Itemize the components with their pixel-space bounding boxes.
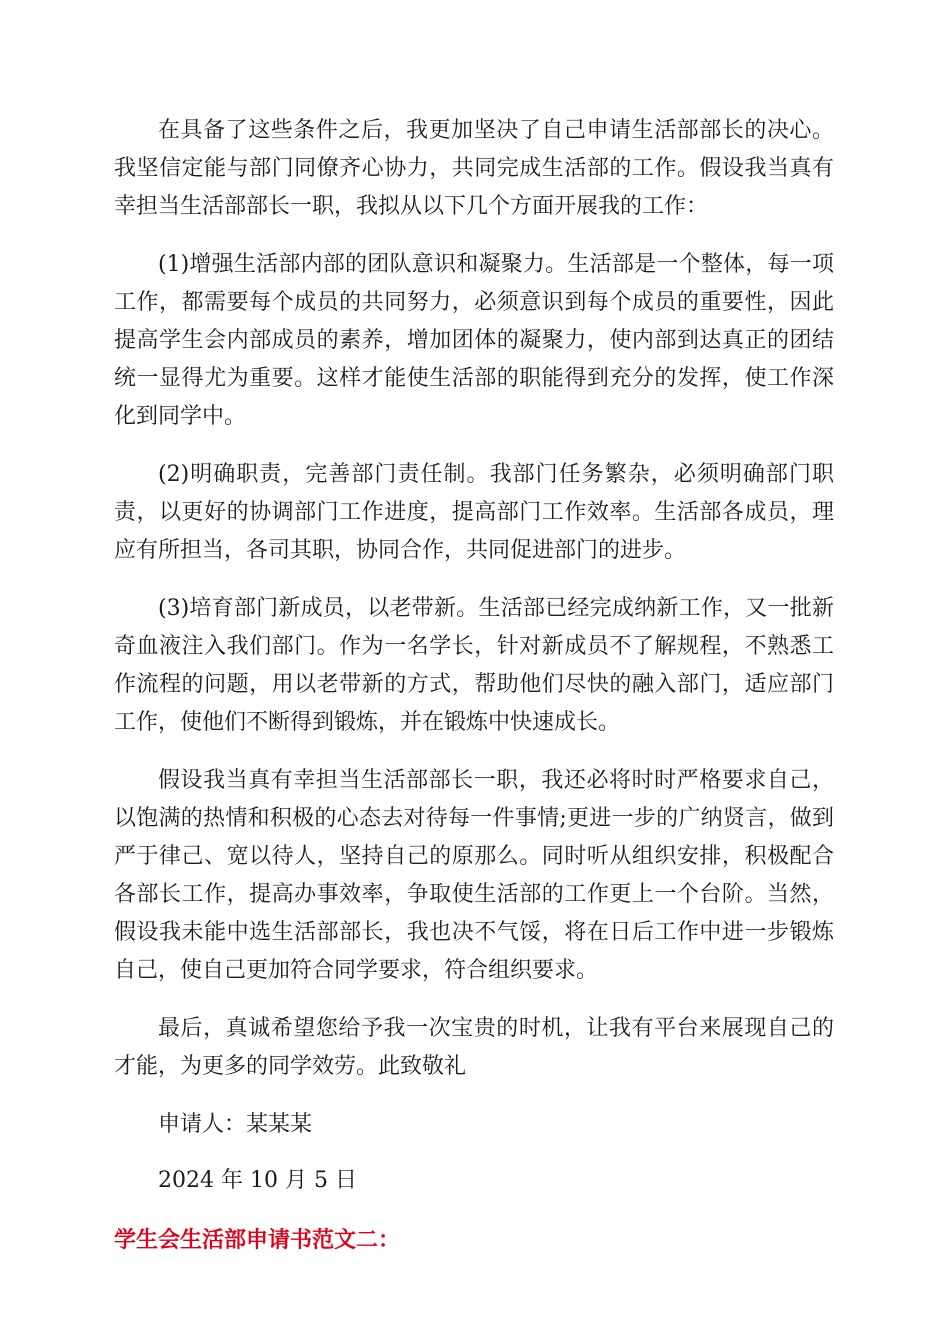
document-page — [114, 112, 834, 1260]
paragraph-commitment: 假设我当真有幸担当生活部部长一职，我还必将时时严格要求自己，以饱满的热情和积极的心态去对待每一件事情;更进一步的广纳贤言，做到严于律己、宽以待人，坚持自己的原那么。同时听从组织安排，积极配合各部长工作，提高办事效率，争取使生活部的工作更上一个台阶。当然，假设我未能中选生活部部长，我也决不气馁，将在日后工作中进一步锻炼自己，使自己更加符合同学要求，符合组织要求。 — [114, 768, 834, 983]
applicant-line: 申请人：某某某 — [158, 1112, 313, 1137]
paragraph-intro: 在具备了这些条件之后，我更加坚决了自己申请生活部部长的决心。我坚信定能与部门同僚齐心协力，共同完成生活部的工作。假设我当真有幸担当生活部部长一职，我拟从以下几个方面开展我的工作： — [114, 118, 834, 219]
section-heading: 学生会生活部申请书范文二： — [114, 1228, 401, 1253]
date-line: 2024 年 10 月 5 日 — [158, 1168, 357, 1193]
paragraph-point-1: (1)增强生活部内部的团队意识和凝聚力。生活部是一个整体，每一项工作，都需要每个成员的共同努力，必须意识到每个成员的重要性，因此提高学生会内部成员的素养，增加团体的凝聚力，使内部到达真正的团结统一显得尤为重要。这样才能使生活部的职能得到充分的发挥，使工作深化到同学中。 — [114, 252, 834, 429]
paragraph-point-3: (3)培育部门新成员，以老带新。生活部已经完成纳新工作，又一批新奇血液注入我们部门。作为一名学长，针对新成员不了解规程，不熟悉工作流程的问题，用以老带新的方式，帮助他们尽快的融入部门，适应部门工作，使他们不断得到锻炼，并在锻炼中快速成长。 — [114, 596, 834, 735]
paragraph-point-2: (2)明确职责，完善部门责任制。我部门任务繁杂，必须明确部门职责，以更好的协调部门工作进度，提高部门工作效率。生活部各成员，理应有所担当，各司其职，协同合作，共同促进部门的进步。 — [114, 462, 834, 563]
paragraph-closing: 最后，真诚希望您给予我一次宝贵的时机，让我有平台来展现自己的才能，为更多的同学效劳。此致敬礼 — [114, 1016, 834, 1079]
